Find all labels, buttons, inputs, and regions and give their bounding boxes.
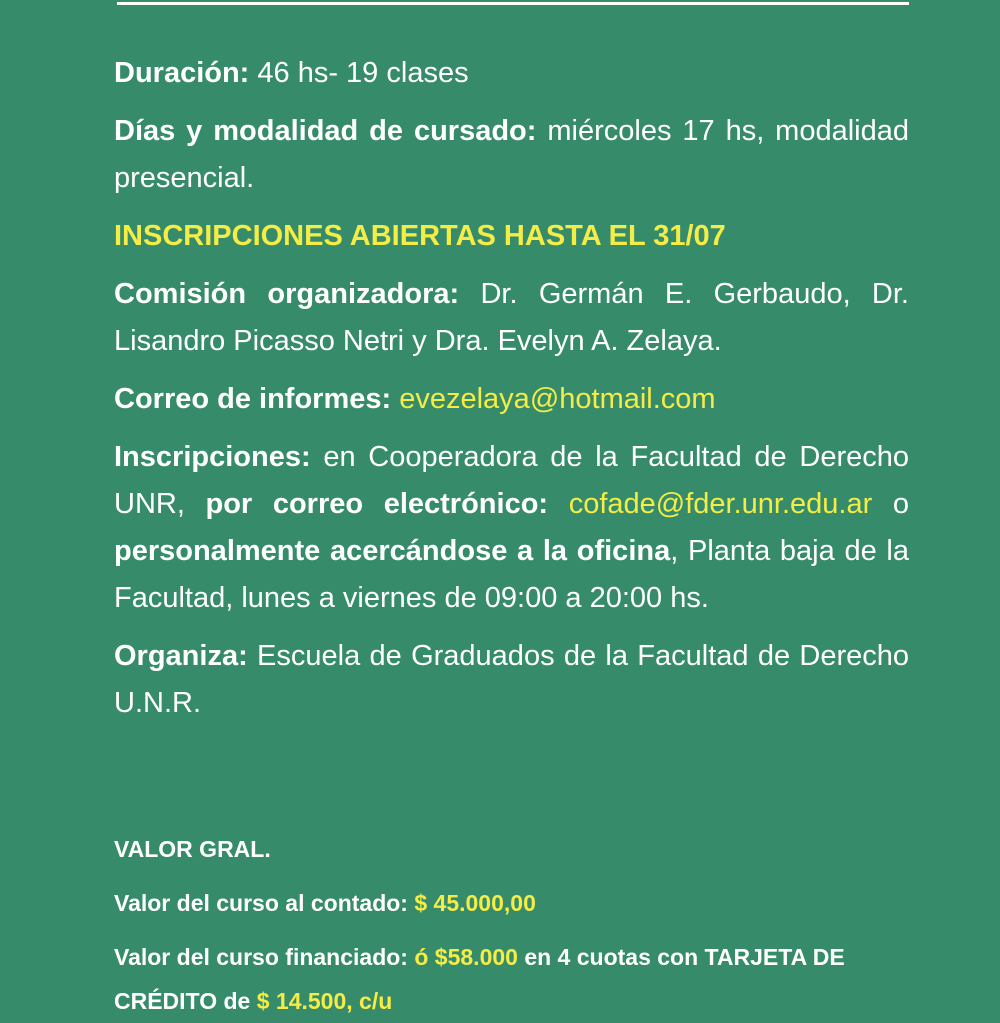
committee-label: Comisión organizadora: xyxy=(114,278,460,310)
info-mail-label: Correo de informes: xyxy=(114,383,392,415)
organizer-value: Escuela de Graduados de la Facultad de Derecho U.N.R. xyxy=(114,640,909,719)
enrollment-notice: INSCRIPCIONES ABIERTAS HASTA EL 31/07 xyxy=(114,220,726,252)
info-mail-link[interactable]: evezelaya@hotmail.com xyxy=(391,383,716,415)
cash-price-value: $ 45.000,00 xyxy=(407,890,536,916)
enrollment-label: Inscripciones: xyxy=(114,441,311,473)
schedule-label: Días y modalidad de cursado: xyxy=(114,115,537,147)
financed-price-text: en 4 cuotas con TARJETA DE CRÉDITO de xyxy=(114,944,845,1014)
duration-value: 46 hs- 19 clases xyxy=(249,57,469,89)
enrollment-bold-1: por correo electrónico: xyxy=(205,488,549,520)
installment-value: $ 14.500, c/u xyxy=(250,988,393,1014)
committee-value: Dr. Germán E. Gerbaudo, Dr. Lisandro Picasso Netri y Dra. Evelyn A. Zelaya. xyxy=(114,278,909,357)
financed-price-line xyxy=(114,935,914,1023)
financed-price-label: Valor del curso financiado: xyxy=(114,944,408,970)
enrollment-text-3: , Planta baja de la Facultad, lunes a viernes de 09:00 a 20:00 hs. xyxy=(114,535,909,614)
schedule-line xyxy=(114,108,909,202)
duration-label: Duración: xyxy=(114,57,250,89)
enrollment-text-2: o xyxy=(872,488,909,520)
schedule-value: miércoles 17 hs, modalidad presencial. xyxy=(114,115,909,194)
pricing-section xyxy=(114,822,914,1023)
top-divider xyxy=(117,2,909,5)
enrollment-text-1: en Cooperadora de la Facultad de Derecho UNR, xyxy=(114,441,909,520)
pricing-heading: VALOR GRAL. xyxy=(114,836,271,862)
duration-line xyxy=(114,50,909,97)
enrollment-bold-2: personalmente acercándose a la oficina xyxy=(114,535,671,567)
organizer-label: Organiza: xyxy=(114,640,248,672)
committee-line xyxy=(114,271,909,365)
financed-price-value: ó $58.000 xyxy=(407,944,518,970)
enrollment-email-link[interactable]: cofade@fder.unr.edu.ar xyxy=(548,488,873,520)
cash-price-line xyxy=(114,876,914,930)
enrollment-line xyxy=(114,434,909,622)
cash-price-label: Valor del curso al contado: xyxy=(114,890,408,916)
organizer-line xyxy=(114,633,909,727)
course-info xyxy=(114,50,909,738)
info-mail-line xyxy=(114,376,909,423)
